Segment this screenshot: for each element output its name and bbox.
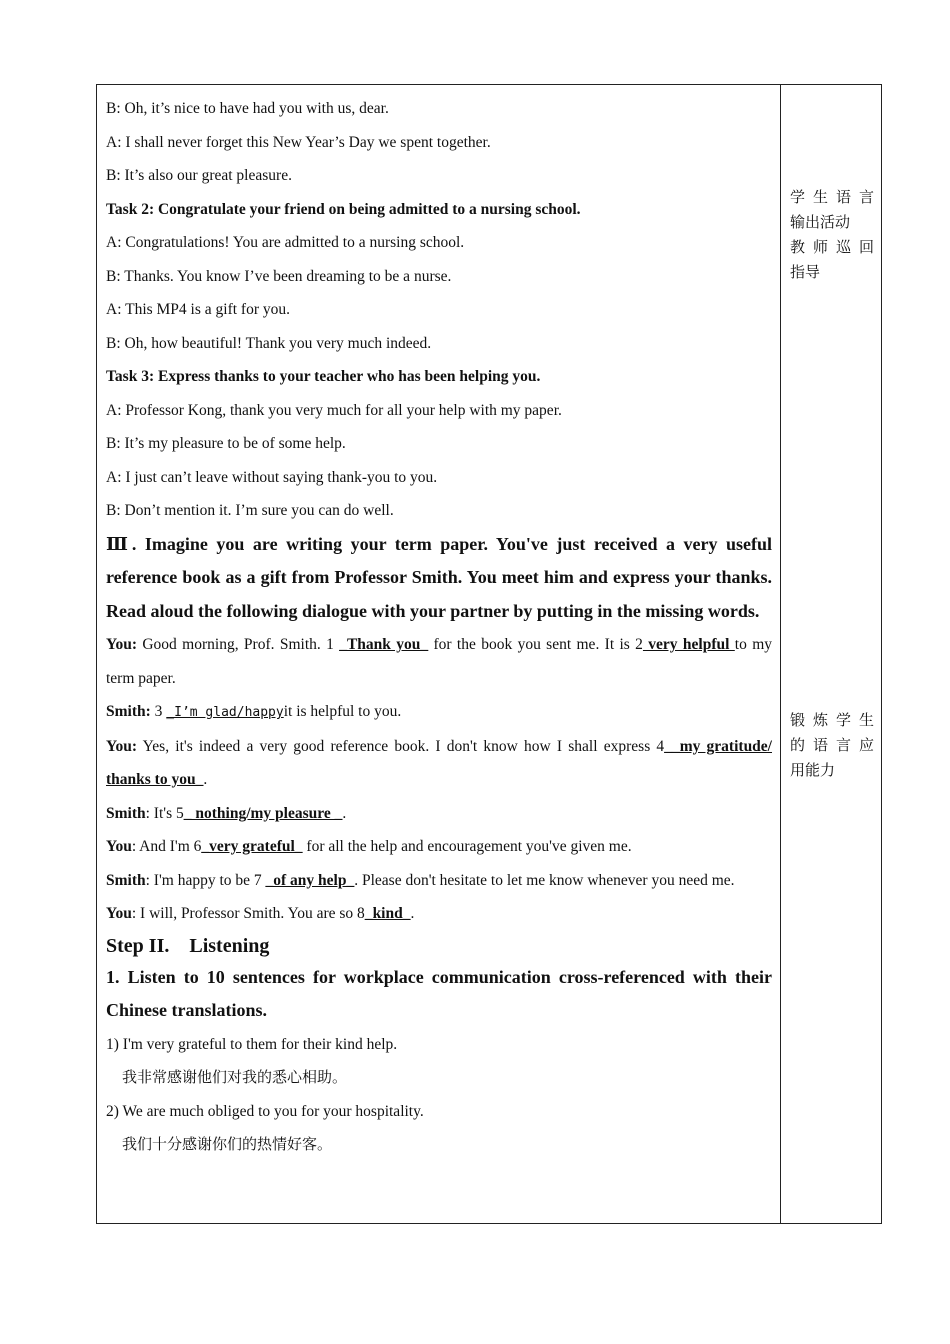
text: . Please don't hesitate to let me know whenever you need me. bbox=[354, 871, 735, 889]
text: : It's 5 bbox=[145, 804, 184, 822]
text: . bbox=[342, 804, 347, 822]
fill-in-line bbox=[106, 830, 772, 864]
answer-blank: __my gratitude/ thanks to you_ bbox=[106, 737, 772, 788]
dialogue-line: B: Don’t mention it. I’m sure you can do well. bbox=[106, 502, 394, 519]
fill-in-line bbox=[106, 864, 772, 898]
side-note-line: 的 语 言 应 bbox=[790, 736, 874, 754]
text: to my term paper. bbox=[106, 636, 772, 687]
speaker: Smith bbox=[106, 804, 146, 822]
text: Yes, it's indeed a very good reference book. I don't know how I shall express 4 bbox=[137, 737, 665, 755]
dialogue-line: B: Oh, how beautiful! Thank you very much indeed. bbox=[106, 334, 432, 352]
answer-blank: _ nothing/my pleasure _ bbox=[183, 804, 343, 822]
fill-in-line bbox=[106, 797, 772, 831]
side-note-language-skill bbox=[790, 708, 874, 783]
sentence-cn: 我们十分感谢你们的热情好客。 bbox=[122, 1135, 333, 1153]
answer-blank: _very grateful_ bbox=[201, 838, 303, 855]
text: 3 bbox=[150, 703, 167, 720]
answer-blank: _I’m glad/happy bbox=[166, 705, 284, 720]
text: : And I'm 6 bbox=[131, 838, 202, 855]
fill-in-line bbox=[106, 897, 772, 931]
answer-blank: very helpful bbox=[642, 636, 735, 653]
dialogue-line: A: I shall never forget this New Year’s Day we spent together. bbox=[106, 133, 491, 151]
dialogue-line: B: It’s also our great pleasure. bbox=[106, 167, 292, 184]
text: for all the help and encouragement you've given me. bbox=[302, 838, 632, 855]
fill-in-line bbox=[106, 730, 772, 797]
text: it is helpful to you. bbox=[283, 703, 402, 720]
side-note-line: 教 师 巡 回 bbox=[790, 238, 874, 256]
text: . bbox=[203, 771, 208, 788]
speaker: You bbox=[106, 838, 132, 855]
text: : I'm happy to be 7 bbox=[145, 871, 266, 889]
side-note-line: 用能力 bbox=[790, 761, 836, 779]
speaker: You: bbox=[106, 636, 138, 653]
answer-blank: _Thank you_ bbox=[339, 636, 429, 653]
text: for the book you sent me. It is 2 bbox=[428, 636, 643, 653]
dialogue-line: A: I just can’t leave without saying thank-you to you. bbox=[106, 468, 438, 486]
fill-in-line bbox=[106, 628, 772, 695]
speaker: Smith: bbox=[106, 703, 151, 720]
speaker: You: bbox=[106, 737, 138, 755]
step-title: Step II. Listening bbox=[106, 934, 270, 957]
answer-blank: _kind_ bbox=[364, 905, 411, 922]
task-heading: Task 3: Express thanks to your teacher who has been helping you. bbox=[106, 368, 541, 385]
side-note-output-activity bbox=[790, 185, 874, 285]
sentence-en: 2) We are much obliged to you for your hospitality. bbox=[106, 1102, 424, 1120]
text: . bbox=[410, 905, 415, 922]
dialogue-line: A: Professor Kong, thank you very much for all your help with my paper. bbox=[106, 401, 562, 419]
text: Good morning, Prof. Smith. 1 bbox=[137, 636, 340, 653]
speaker: Smith bbox=[106, 871, 146, 889]
side-note-line: 输出活动 bbox=[790, 213, 851, 231]
listening-instruction: 1. Listen to 10 sentences for workplace communication cross-referenced with their Chinese translations. bbox=[106, 966, 772, 1020]
speaker: You bbox=[106, 905, 132, 922]
dialogue-line: B: Thanks. You know I’ve been dreaming to be a nurse. bbox=[106, 267, 452, 285]
section-heading: Ⅲ. Imagine you are writing your term paper. You've just received a very useful reference book as a gift from Professor Smith. You meet him and express your thanks. Read aloud the following dialogue with your partner by putting in the missing words. bbox=[106, 533, 772, 621]
task-heading: Task 2: Congratulate your friend on being admitted to a nursing school. bbox=[106, 200, 581, 218]
sentence-cn: 我非常感谢他们对我的悉心相助。 bbox=[122, 1068, 348, 1086]
column-divider bbox=[780, 84, 781, 1224]
fill-in-line bbox=[106, 695, 772, 730]
side-note-line: 学 生 语 言 bbox=[790, 188, 874, 206]
sentence-en: 1) I'm very grateful to them for their kind help. bbox=[106, 1035, 398, 1053]
dialogue-line: A: Congratulations! You are admitted to a nursing school. bbox=[106, 234, 465, 251]
dialogue-line: B: It’s my pleasure to be of some help. bbox=[106, 435, 346, 452]
lesson-content bbox=[106, 92, 772, 1162]
text: : I will, Professor Smith. You are so 8 bbox=[131, 905, 365, 922]
dialogue-line: A: This MP4 is a gift for you. bbox=[106, 301, 290, 318]
answer-blank: _of any help_ bbox=[265, 871, 355, 889]
side-note-line: 锻 炼 学 生 bbox=[790, 711, 874, 729]
side-note-line: 指导 bbox=[790, 263, 821, 281]
dialogue-line: B: Oh, it’s nice to have had you with us, dear. bbox=[106, 100, 389, 117]
